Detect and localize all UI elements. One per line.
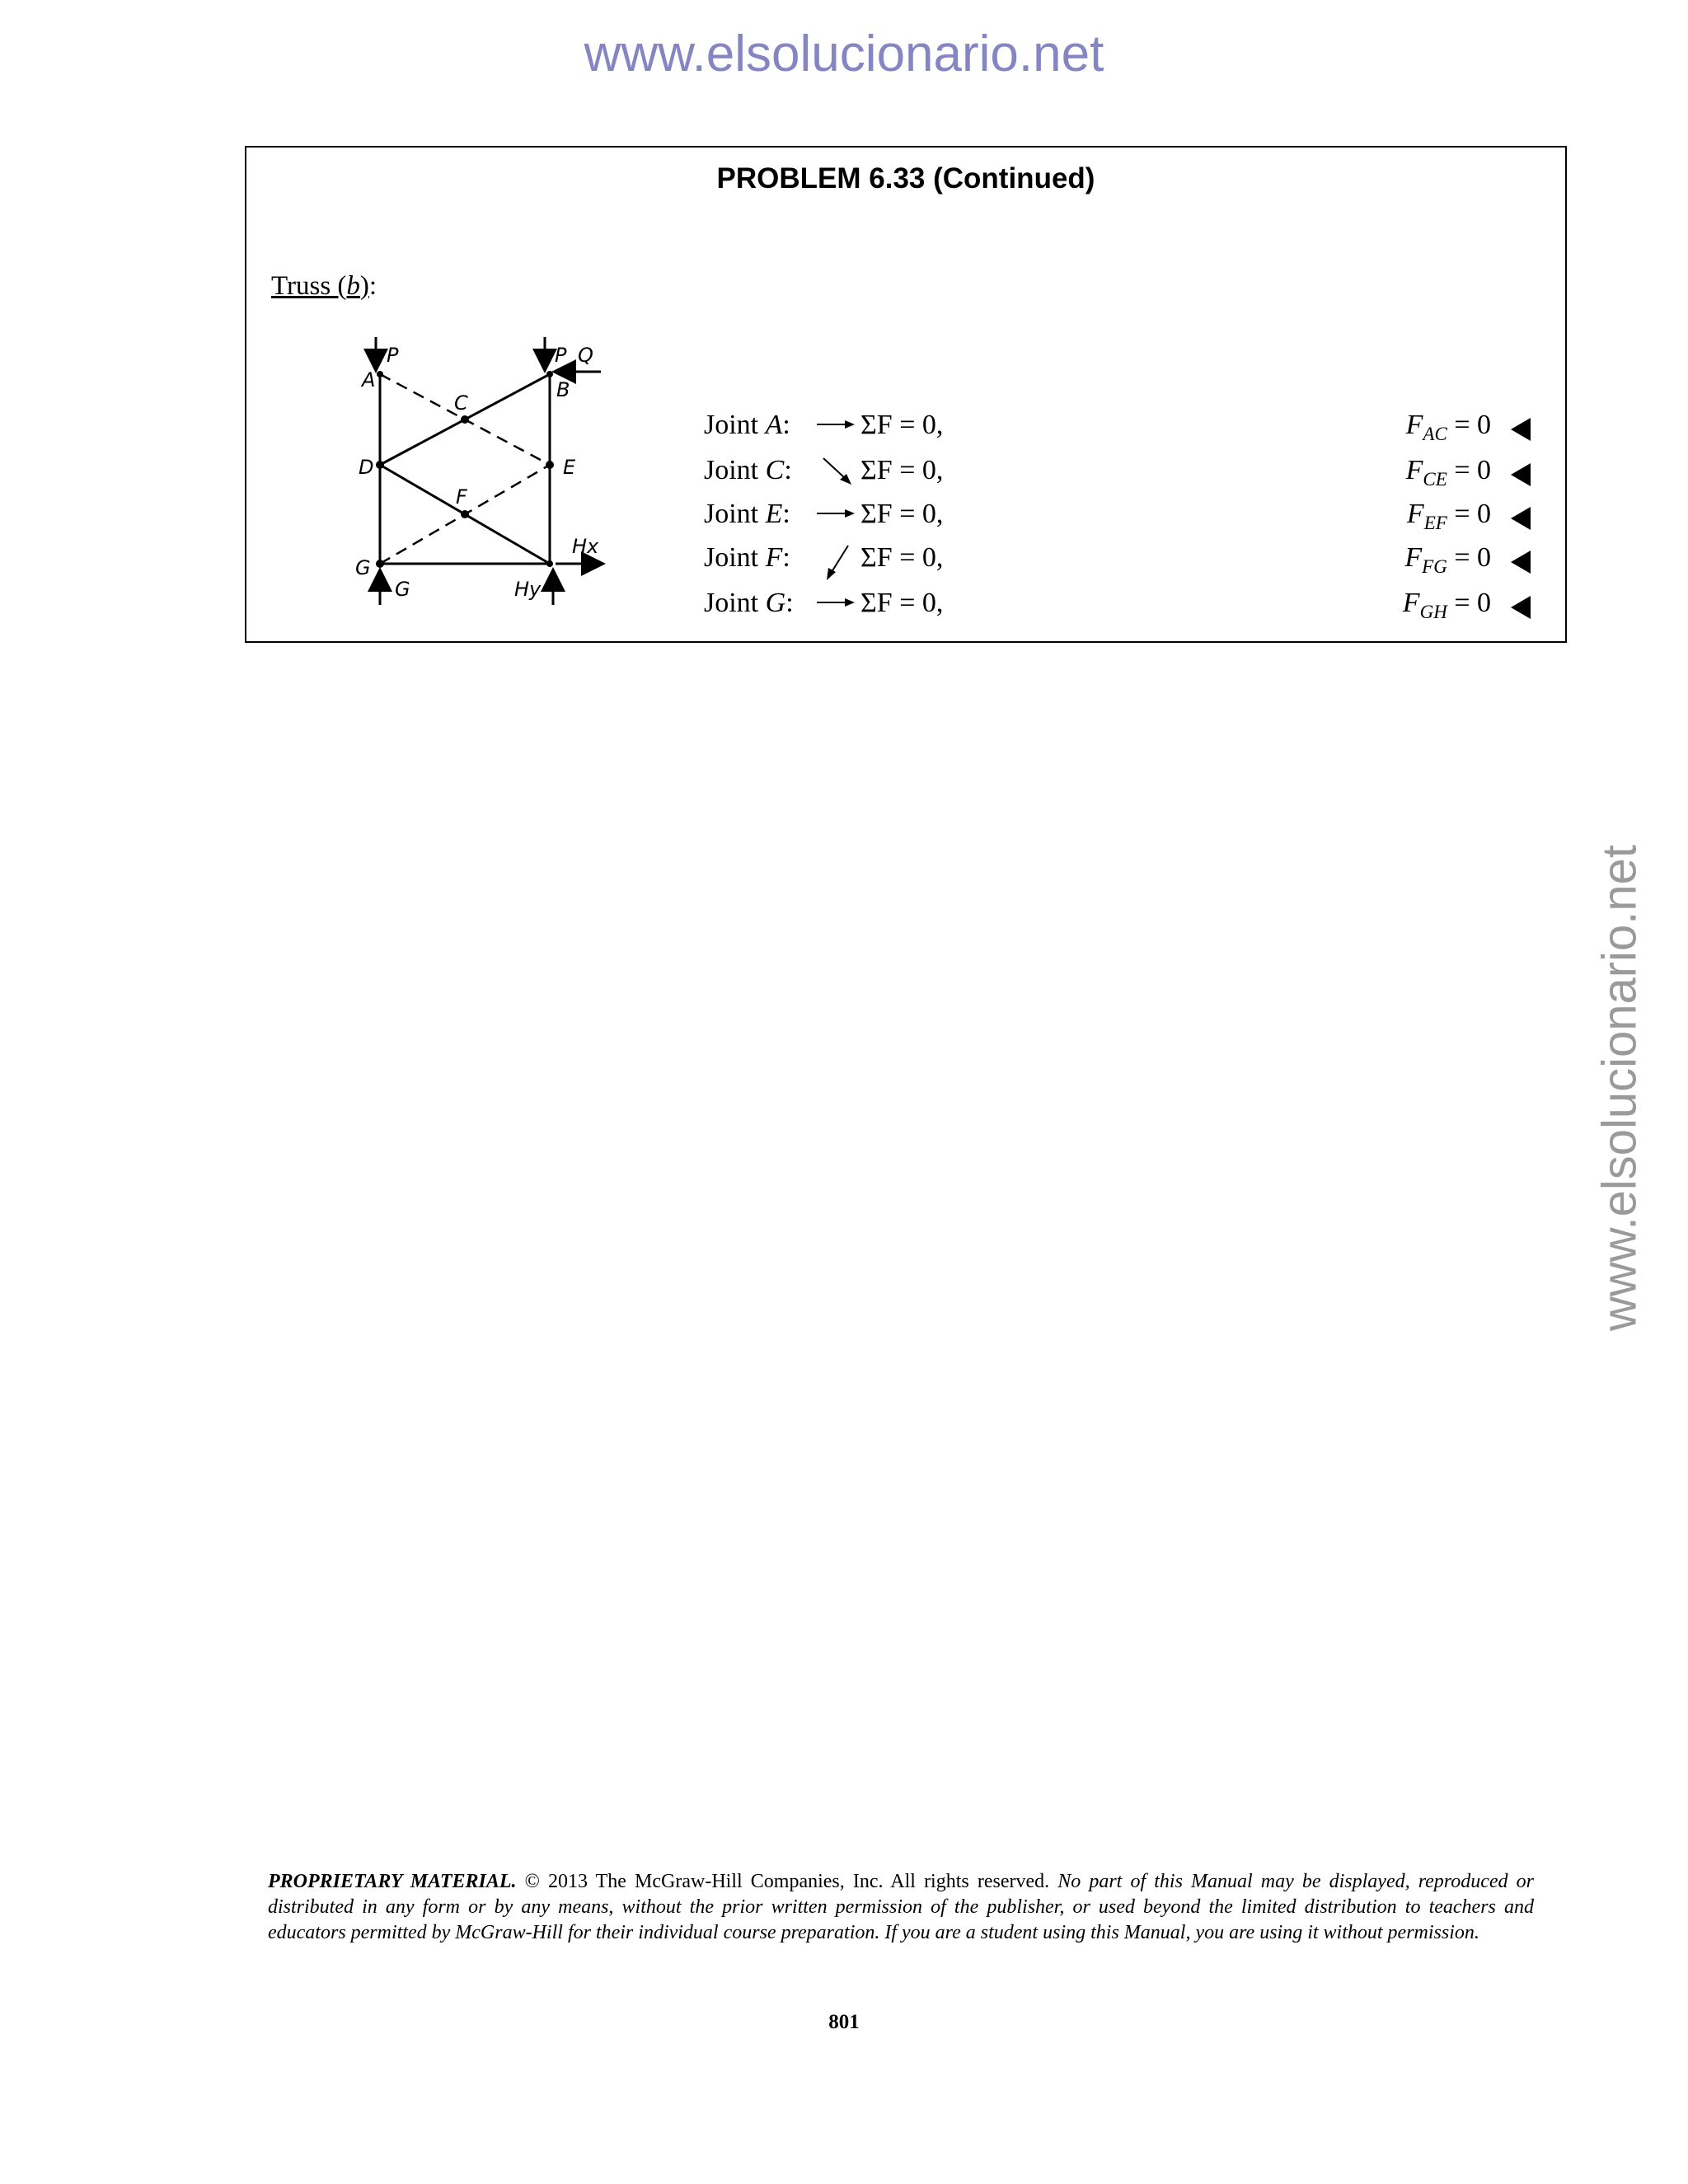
joint-row	[246, 542, 1565, 585]
footer-notice: No part of this Manual may be displayed, reproduced or distributed in any form or by any means, without the prior written permission of the publisher, or used beyond the limited distribution to teachers and educators permitted by McGraw-Hill for their individual course preparation. If you are a student using this Manual, you are using it without permission.	[268, 1871, 1534, 1943]
joint-label: Joint G:	[704, 588, 794, 618]
equilibrium-equation: ΣF = 0,	[860, 410, 944, 440]
label-E: E	[563, 456, 576, 479]
truss-word: Truss	[271, 271, 331, 301]
equilibrium-equation: ΣF = 0,	[860, 588, 944, 618]
label-Hx: Hx	[572, 535, 599, 558]
label-G-bottom: G	[395, 578, 410, 601]
horizontal-right-arrow-icon	[815, 588, 856, 621]
joint-row	[246, 455, 1565, 498]
label-D: D	[359, 456, 374, 479]
label-F: F	[456, 485, 467, 509]
result-marker-icon	[1511, 507, 1531, 530]
label-Hy: Hy	[514, 578, 542, 601]
member-force-result: $F_{FG} = 0$	[1404, 542, 1491, 577]
label-Q: Q	[578, 344, 593, 367]
joint-name: F	[765, 542, 783, 573]
joint-label: Joint E:	[704, 499, 790, 529]
problem-box	[245, 146, 1567, 643]
label-C: C	[454, 391, 468, 415]
result-marker-icon	[1511, 463, 1531, 486]
equilibrium-equation: ΣF = 0,	[860, 499, 944, 529]
label-P-right: P	[555, 344, 567, 367]
label-P-left: P	[387, 344, 399, 367]
diagonal-down-right-arrow-icon	[815, 455, 856, 488]
joint-A	[377, 371, 383, 377]
joint-name: C	[765, 455, 785, 485]
watermark-side: www.elsolucionario.net	[1592, 845, 1647, 1331]
result-marker-icon	[1511, 418, 1531, 441]
member-force-result: $F_{GH} = 0$	[1402, 588, 1491, 622]
label-A: A	[362, 368, 376, 391]
truss-id: b	[346, 271, 360, 301]
joint-name: G	[765, 588, 786, 618]
diagonal-down-left-arrow-icon	[815, 542, 856, 583]
footer-lead: PROPRIETARY MATERIAL.	[268, 1871, 517, 1892]
problem-title: PROBLEM 6.33 (Continued)	[716, 162, 1095, 194]
label-G-left: G	[355, 556, 371, 579]
member-force-result: $F_{CE} = 0$	[1405, 455, 1491, 490]
equilibrium-equation: ΣF = 0,	[860, 542, 944, 573]
result-marker-icon	[1511, 596, 1531, 619]
label-B: B	[556, 378, 570, 401]
joint-row	[246, 499, 1565, 541]
page-number: 801	[828, 2011, 860, 2033]
equilibrium-equation: ΣF = 0,	[860, 455, 944, 485]
joint-label: Joint F:	[704, 542, 790, 573]
member-force-result: $F_{AC} = 0$	[1405, 410, 1491, 444]
member-force-result: $F_{EF} = 0$	[1406, 499, 1491, 533]
footer-copyright: © 2013 The McGraw-Hill Companies, Inc. All rights reserved.	[524, 1871, 1050, 1892]
watermark-top: www.elsolucionario.net	[584, 26, 1104, 82]
joint-name: A	[765, 410, 783, 440]
joint-label: Joint A:	[704, 410, 790, 440]
truss-label: Truss (b):	[271, 271, 377, 301]
horizontal-right-arrow-icon	[815, 410, 856, 443]
joint-row	[246, 410, 1565, 452]
joint-row	[246, 588, 1565, 630]
joint-label: Joint C:	[704, 455, 792, 485]
result-marker-icon	[1511, 551, 1531, 574]
joint-name: E	[765, 499, 783, 529]
copyright-footer	[268, 1869, 1534, 1946]
joint-B	[546, 371, 553, 377]
horizontal-right-arrow-icon	[815, 499, 856, 532]
